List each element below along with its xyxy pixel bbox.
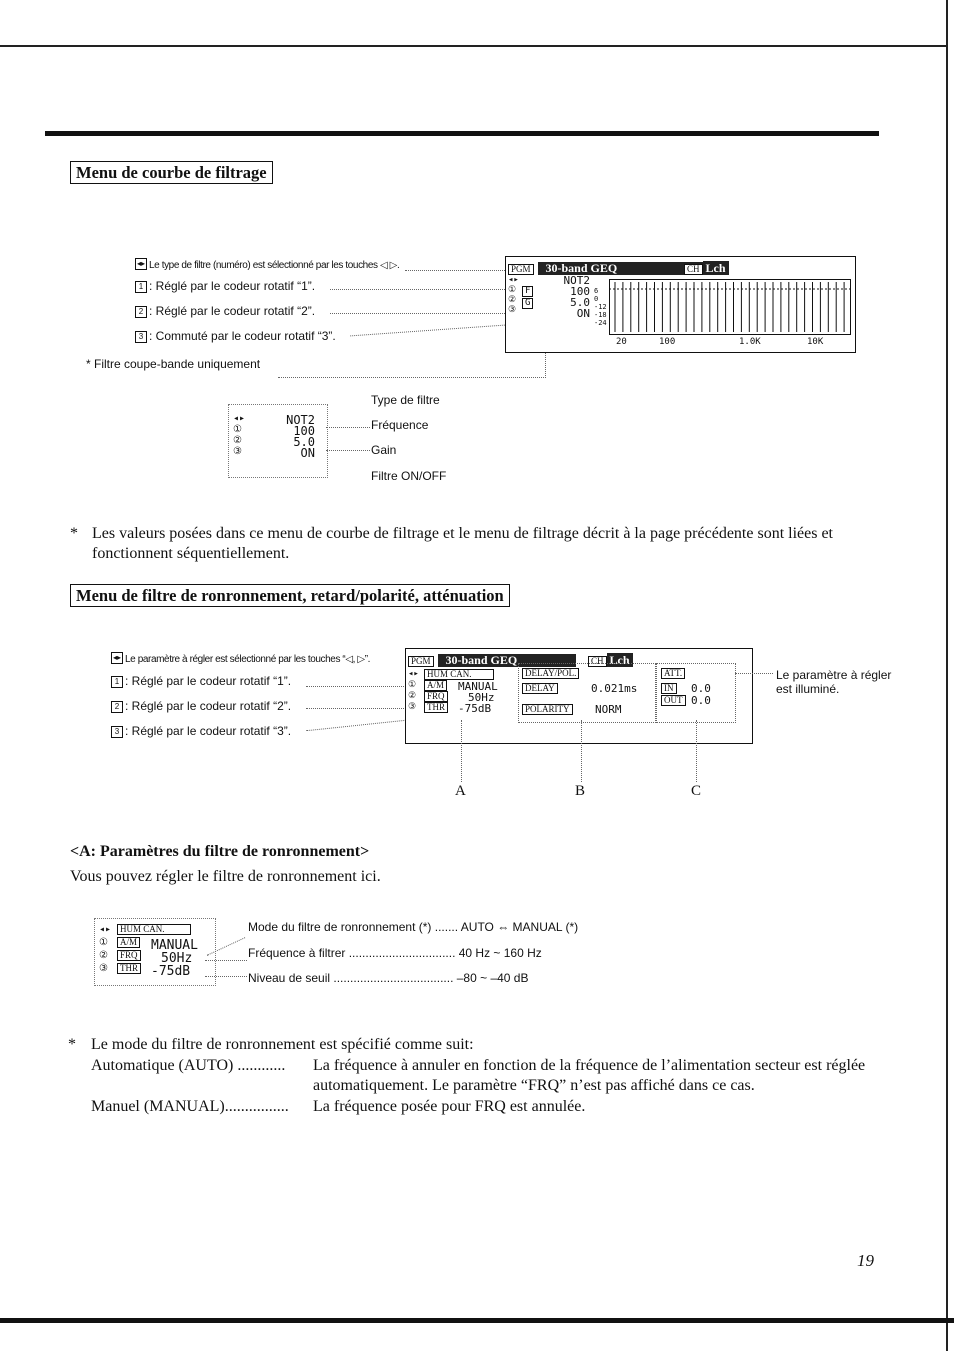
- param-mode: Mode du filtre de ronronnement (*) ....... AUTO ⇔ MANUAL (*): [248, 920, 579, 934]
- manual-description: La fréquence posée pour FRQ est annulée.: [313, 1098, 586, 1115]
- illuminated-callout: Le paramètre à régler est illuminé.: [776, 668, 892, 696]
- mode-label: 30-band GEQ: [438, 654, 576, 667]
- hum-tags: HUM CAN. A/M FRQ THR: [424, 669, 494, 713]
- delay-pol-block: DELAY/POL. DELAY 0.021ms POLARITY NORM: [518, 663, 656, 723]
- lcd-values: NOT2 100 5.0 ON: [563, 274, 590, 320]
- note-intro: Le mode du filtre de ronronnement est spécifié comme suit:: [91, 1036, 474, 1053]
- hum-detail-tags: HUM CAN. A/M FRQ THR: [117, 923, 191, 975]
- leader-line: [205, 960, 247, 961]
- detail-label-type: Type de filtre: [371, 393, 440, 407]
- section1-legend-line3: 3 : Commuté par le codeur rotatif “3”.: [135, 329, 336, 343]
- section3-heading: <A: Paramètres du filtre de ronronnement>: [70, 843, 370, 860]
- note-star: *: [68, 1036, 76, 1053]
- section1-footnote: Les valeurs posées dans ce menu de courbe de filtrage et le menu de filtrage décrit à la page précédente sont liées et fonctionnent séquentiellement.: [92, 525, 833, 562]
- detail-values: NOT2 100 5.0 ON: [286, 413, 315, 460]
- detail-label-freq: Fréquence: [371, 418, 429, 432]
- lcd-screen-filter-curve: PGM 30-band GEQ CH Lch ◂▸ ① ② ③ F G NOT2 100 5.0 ON 6 0 -12 -18 -24 20 100 1.0K 10K: [505, 256, 856, 353]
- param-frequency: Fréquence à filtrer ................................ 40 Hz ~ 160 Hz: [248, 946, 542, 960]
- leader-line: [405, 270, 505, 271]
- hum-can-tag: HUM CAN.: [424, 669, 494, 680]
- leader-line: [350, 325, 505, 337]
- pgm-tag: PGM: [508, 264, 534, 275]
- marker-line-b: [581, 720, 582, 782]
- detail-label-onoff: Filtre ON/OFF: [371, 469, 447, 483]
- section1-note: * Filtre coupe-bande uniquement: [86, 357, 261, 371]
- auto-description: La fréquence à annuler en fonction de la fréquence de l’alimentation secteur est réglée automatiquement. Le paramètre “FRQ” n’est pas affiché dans ce cas.: [313, 1057, 866, 1094]
- marker-b: B: [575, 783, 586, 799]
- lcd-param-tags: F G: [522, 285, 533, 309]
- left-right-key-icon: ◂▸: [136, 258, 146, 268]
- detail-index-icons: ◂▸ ① ② ③: [233, 413, 246, 457]
- section1-legend-arrow: ◂▸ Le type de filtre (numéro) est sélectionné par les touches ◁ ▷.: [136, 258, 400, 271]
- lcd-screen-hum-delay-att: [405, 648, 753, 744]
- leader-line: [306, 720, 406, 731]
- page-frame-right-line: [946, 0, 948, 1351]
- lcd-channel: CH Lch: [684, 259, 729, 277]
- marker-c: C: [691, 783, 702, 799]
- section2-legend-line1: 1 : Réglé par le codeur rotatif “1”.: [111, 674, 291, 688]
- leader-line: [330, 313, 505, 314]
- section1-legend-line1: 1 : Réglé par le codeur rotatif “1”.: [135, 279, 315, 293]
- footer-rule: [0, 1318, 954, 1323]
- pgm-tag: PGM: [408, 656, 434, 667]
- section1-legend-line2: 2 : Réglé par le codeur rotatif “2”.: [135, 304, 315, 318]
- manual-label: Manuel (MANUAL)................: [91, 1098, 289, 1115]
- marker-line-a: [461, 720, 462, 782]
- section2-legend-line2: 2 : Réglé par le codeur rotatif “2”.: [111, 699, 291, 713]
- hum-detail-index-icons: ◂▸ ① ② ③: [99, 924, 112, 974]
- att-block: ATT. IN 0.0 OUT 0.0: [656, 663, 736, 723]
- leader-line: [326, 427, 370, 428]
- hum-index-icons: ◂▸ ① ② ③: [408, 669, 419, 712]
- leader-line: [205, 976, 247, 977]
- leader-line: [306, 686, 406, 687]
- arrow-icon: ◂▸: [508, 275, 519, 285]
- page-number: 19: [857, 1251, 874, 1270]
- lcd-index-icons: ◂▸ ① ② ③: [508, 275, 519, 315]
- section2-legend-arrow: ◂▸ Le paramètre à régler est sélectionné par les touches “◁, ▷”.: [112, 652, 370, 665]
- page-frame-top-line: [0, 45, 946, 47]
- param-threshold: Niveau de seuil .................................... –80 ~ –40 dB: [248, 971, 529, 985]
- leader-line: [306, 708, 406, 709]
- detail-label-gain: Gain: [371, 443, 397, 457]
- footnote-star: *: [70, 525, 78, 542]
- leader-line: [278, 377, 546, 378]
- left-right-key-icon: ◂▸: [112, 652, 122, 662]
- leader-line: [330, 289, 505, 290]
- section2-title: Menu de filtre de ronronnement, retard/polarité, atténuation: [70, 584, 510, 607]
- lcd-channel: CH Lch: [588, 651, 633, 669]
- lcd-gain-scale: 6 0 -12 -18 -24: [594, 287, 607, 327]
- lcd-eq-graph: [609, 279, 851, 335]
- auto-label: Automatique (AUTO) ............: [91, 1057, 286, 1074]
- leader-line: [735, 673, 773, 674]
- marker-a: A: [455, 783, 466, 799]
- leader-line: [326, 450, 370, 451]
- lcd-detail-zoom: [228, 404, 328, 478]
- marker-line-c: [696, 720, 697, 782]
- hum-values: MANUAL 50Hz -75dB: [458, 680, 498, 715]
- section3-intro: Vous pouvez régler le filtre de ronronnement ici.: [70, 868, 381, 885]
- section1-title: Menu de courbe de filtrage: [70, 161, 273, 184]
- header-rule: [45, 131, 879, 136]
- hum-lcd-detail: [94, 918, 216, 986]
- mode-label: 30-band GEQ: [538, 262, 706, 275]
- section2-legend-line3: 3 : Réglé par le codeur rotatif “3”.: [111, 724, 291, 738]
- hum-detail-values: MANUAL 50Hz -75dB: [151, 938, 198, 979]
